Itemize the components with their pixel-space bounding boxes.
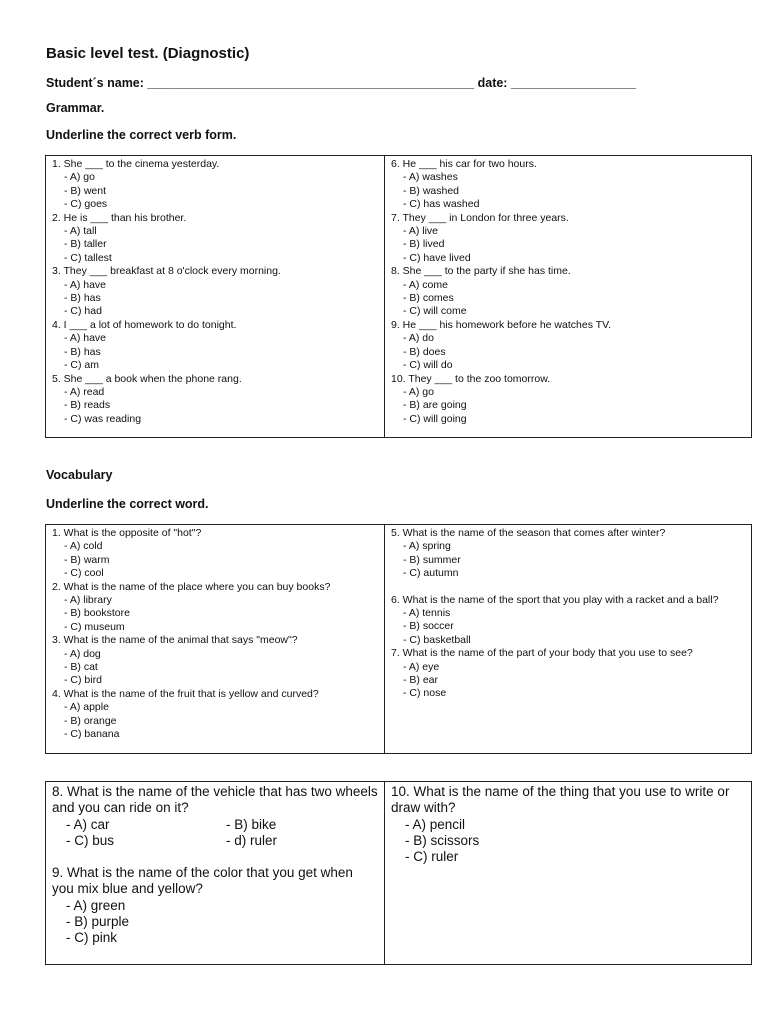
question: 9. He ___ his homework before he watches TV. - A) do - B) does - C) will do: [391, 318, 612, 372]
vocabulary-left-column-2: [46, 782, 385, 964]
grammar-right-column: [385, 156, 751, 437]
question: 9. What is the name of the color that you get when you mix blue and yellow? - A) green - B) purple - C) pink: [52, 865, 353, 946]
grammar-heading: Grammar.: [46, 101, 105, 115]
vocabulary-left-column: [46, 525, 385, 753]
question: 3. They ___ breakfast at 8 o'clock every morning. - A) have - B) has - C) had: [52, 265, 281, 318]
question: 2. He is ___ than his brother. - A) tall - B) taller - C) tallest: [52, 211, 187, 264]
question: 10. What is the name of the thing that you use to write or draw with? - A) pencil - B) scissors - C) ruler: [391, 784, 730, 865]
vocabulary-instruction: Underline the correct word.: [46, 497, 209, 511]
question: 3. What is the name of the animal that says "meow"? - A) dog - B) cat - C) bird: [52, 634, 298, 687]
question: 10. They ___ to the zoo tomorrow. - A) go - B) are going - C) will going: [391, 372, 551, 425]
vocabulary-table-2: [45, 781, 752, 965]
question: 7. They ___ in London for three years. - A) live - B) lived - C) have lived: [391, 211, 569, 264]
question: 6. What is the name of the sport that you play with a racket and a ball? - A) tennis - B) soccer - C) basketball: [391, 593, 719, 646]
question: 2. What is the name of the place where you can buy books? - A) library - B) bookstore - C) museum: [52, 580, 331, 633]
vocabulary-right-column: [385, 525, 751, 753]
student-name-date-line: Student´s name: _______________________________________________ date: __________________: [46, 76, 637, 90]
vocabulary-table: [45, 524, 752, 754]
question: 7. What is the name of the part of your body that you use to see? - A) eye - B) ear - C) nose: [391, 647, 693, 700]
question: 1. What is the opposite of "hot"? - A) cold - B) warm - C) cool: [52, 527, 202, 580]
question: 4. What is the name of the fruit that is yellow and curved? - A) apple - B) orange - C) banana: [52, 687, 319, 741]
vocabulary-right-column-2: [385, 782, 751, 964]
grammar-left-column: [46, 156, 385, 437]
vocabulary-heading: Vocabulary: [46, 468, 113, 482]
question: 8. What is the name of the vehicle that has two wheels and you can ride on it? - A) car - B) bike - C) bus - d) ruler: [52, 784, 378, 848]
page-title: Basic level test. (Diagnostic): [46, 45, 250, 62]
grammar-table: [45, 155, 752, 438]
grammar-instruction: Underline the correct verb form.: [46, 128, 237, 142]
question: 8. She ___ to the party if she has time. - A) come - B) comes - C) will come: [391, 265, 571, 318]
question: 6. He ___ his car for two hours. - A) washes - B) washed - C) has washed: [391, 158, 537, 211]
question: 5. She ___ a book when the phone rang. - A) read - B) reads - C) was reading: [52, 372, 242, 425]
question: 1. She ___ to the cinema yesterday. - A) go - B) went - C) goes: [52, 158, 220, 211]
question: 4. I ___ a lot of homework to do tonight. - A) have - B) has - C) am: [52, 318, 237, 372]
question: 5. What is the name of the season that comes after winter? - A) spring - B) summer - C) autumn: [391, 527, 666, 580]
